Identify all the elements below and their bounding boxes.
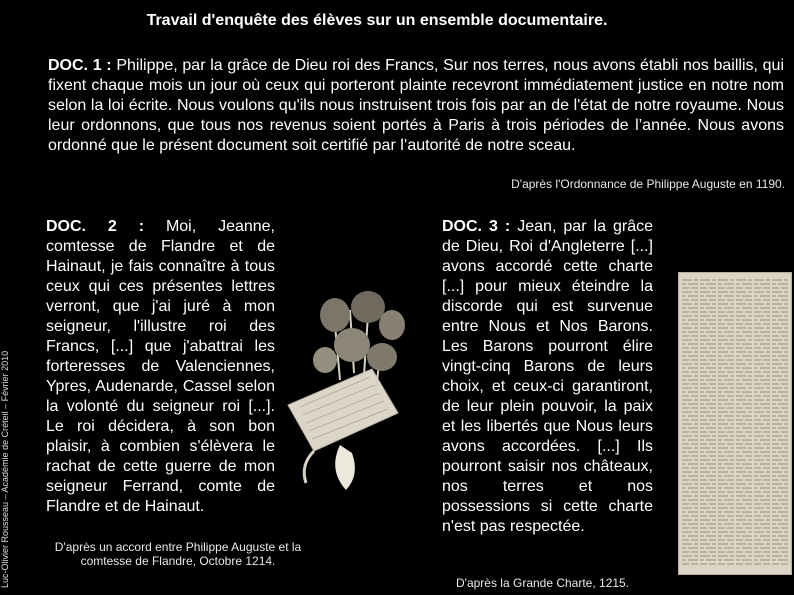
doc2-text: Moi, Jeanne, comtesse de Flandre et de Hainaut, je fais connaître à tous ceux qui ces présentes lettres verront, que j'ai juré à mon seigneur, l'illustre roi des Francs, [...] que j'abattrai les forteresses de Valenciennes, Ypres, Audenarde, Cassel selon la volonté du seigneur roi [...]. Le roi décidera, à son bon plaisir, à combien s'élèvera le rachat de cette guerre de mon seigneur Ferrand, comte de Flandre et de Hainaut. — [46, 218, 275, 515]
doc3-source: D'après la Grande Charte, 1215. — [456, 576, 630, 590]
doc1-source: D'après l'Ordonnance de Philippe Auguste en 1190. — [511, 177, 785, 191]
doc3-label: DOC. 3 : — [442, 218, 511, 235]
seal-charter-image — [280, 285, 420, 495]
document-1 — [48, 56, 784, 156]
magna-carta-image — [678, 272, 792, 575]
doc2-source: D'après un accord entre Philippe Auguste et la comtesse de Flandre, Octobre 1214. — [54, 540, 302, 568]
side-credit: Luc-Olivier Rousseau – Académie de Créteil – Février 2010 — [0, 350, 10, 588]
doc1-text: Philippe, par la grâce de Dieu roi des Francs, Sur nos terres, nous avons établi nos baillis, qui fixent chaque mois un jour où ceux qui porteront plainte recevront immédiatement justice en notre nom selon la loi écrite. Nous voulons qu'ils nous instruisent trois fois par an de l'état de notre royaume. Nous leur ordonnons, que tous nos revenus soient portés à Paris à trois périodes de l’année. Nous avons ordonné que le présent document soit certifié par l’autorité de notre sceau. — [48, 57, 784, 154]
doc1-label: DOC. 1 : — [48, 57, 112, 74]
page-title: Travail d'enquête des élèves sur un ensemble documentaire. — [146, 12, 608, 29]
doc3-text: Jean, par la grâce de Dieu, Roi d'Angleterre [...] avons accordé cette charte [...] pour mieux éteindre la discorde qui est survenue entre Nous et Nos Barons. Les Barons pourront élire vingt-cinq Barons de leurs choix, et ceux-ci garantiront, de leur plein pouvoir, la paix et les libertés que Nous leurs avons accordées. [...] Ils pourront saisir nos châteaux, nos terres et nos possessions si cette charte n'est pas respectée. — [442, 218, 654, 535]
document-2 — [46, 217, 275, 517]
doc2-label: DOC. 2 : — [46, 218, 145, 235]
document-3 — [442, 217, 653, 537]
